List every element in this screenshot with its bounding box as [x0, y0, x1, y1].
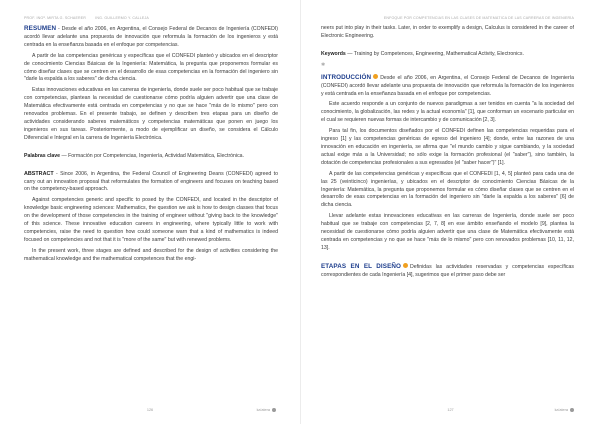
keywords-es-text: — Formación por Competencias, Ingeniería, Actividad Matemática, Electrónica. — [60, 152, 245, 159]
intro-paragraph — [321, 74, 574, 99]
running-header-left — [24, 16, 278, 22]
page-number-right: 127 — [447, 408, 454, 412]
abstract-continuation: neers put into play in their tasks. Later, in order to exemplify a design, Calculus is considered in the career of Electronic Engineering. — [321, 25, 574, 39]
running-header-author-a: PROF. INGª. MIRTA G. SCHAERER — [24, 16, 87, 20]
intro-text-2: Este acuerdo responde a un conjunto de nuevos paradigmas a ser tenidos en cuenta "a la sociedad del conocimiento, la globalización, las redes y la actual economía" [1], que conforman un escenario particular en el cual se requieren nuevas formas de intercambio y de comunicación [2, 3]. — [321, 101, 574, 124]
intro-text-1: Desde el año 2006, en Argentina, el Consejo Federal de Decanos de Ingeniería (CONFEDI) acordó llevar adelante una propuesta de innovación que reformula la formación de los ingenieros y está centrada en la enseñanza basada en el enfoque por competencias. — [321, 74, 574, 97]
keywords-en — [321, 51, 574, 59]
intro-text-3: Para tal fin, los documentos diseñados por el CONFEDI definen las competencias requeridas para el ingreso [1] y las competencias genéricas de egreso del ingeniero [4]; donde, entre las razones de una innovación en educación en ingeniería, se afirma que "el mundo cambio y sigue cambiando, y la sociedad actual exige más a la Universidad; no sólo exige la formación profesional (el "saber"), sino también, la dotación de competencias profesionales a sus egresados (el "saber hacer")" [1]. — [321, 128, 574, 166]
keywords-en-text: — Training by Competences, Engineering, Mathematical Activity, Electronics. — [345, 50, 524, 57]
running-header-author-b: ING. GUILLERMO Y. CALLEJA — [95, 16, 149, 20]
resumen-paragraph — [24, 25, 278, 50]
running-header-right: ENFOQUE POR COMPETENCIAS EN LAS CLASES DE MATEMÁTICA DE LAS CARRERAS DE INGENIERÍA — [383, 16, 574, 20]
separator-icon: ✱ — [321, 61, 326, 68]
abstract-paragraph — [24, 171, 278, 195]
footer-left — [0, 408, 300, 414]
page-number-left: 126 — [146, 408, 154, 412]
resumen-text-2: A partir de las competencias genéricas y específicas que el CONFEDI planteó y ubicados en el descriptor de conocimiento Ciencias Básicas de la Ingeniería: Matemática, la pregunta que proponemos formular es cómo diseñar clases que se centren en el desarrollo de esas competencias en la formación del ingeniero sin "darle la espalda a los saberes" de dicha ciencia. — [24, 52, 278, 83]
intro-text-5: Llevar adelante estas innovaciones educativas en las carreras de Ingeniería, donde suele ser poco habitual que se trabaje con competencias [2, 7, 8] en ese ámbito enseñando el modelo [9], plantea la necesidad de cuestionarse cómo podría alguien advertir que una clase de Matemática efectivamente está centrada en competencias y no que se hace "más de lo mismo" pero con renovados problemas [10, 11, 12, 13]. — [321, 213, 574, 251]
abstract-text-2: Against competencies generic and specific to posed by the CONFEDI, and located in the descriptor of knowledge basic engineering sciences: Mathematics, the question we ask is how to design classes that focus on the development of those competencies in the training of engineer without "giving back to the knowledge" of this science. These innovative education careers in engineering, where typically little to work with competencies, raise the need to question how could someone warn that a kind of mathematics is indeed focused on competencies and not that it is "more of the same" but with renewed problems. — [24, 197, 278, 243]
abstract-text-3: In the present work, three stages are defined and described for the design of activities considering the mathematical knowledge and the mathematical competences that the engi- — [24, 247, 278, 262]
brand-left: ka'atera — [257, 408, 276, 412]
etapas-label: ETAPAS EN EL DISEÑO — [321, 262, 402, 270]
footer-right — [301, 408, 600, 414]
keywords-en-label: Keywords — [321, 50, 346, 57]
resumen-text-3: Estas innovaciones educativas en las carreras de ingeniería, donde suele ser poco habitual que se trabaje con competencias, plantean la necesidad de cuestionarse cómo podría alguien advertir que una clase de Matemática efectivamente está centrada en competencias y no que se hace "más de lo mismo" pero con renovados problemas. En el presente trabajo, se definen y describen tres etapas para un diseño de actividades considerando saberes matemáticos y competencias matemáticas que ponen en juego los ingenieros en sus tareas. Posteriormente, a modo de ejemplificar un diseño, se considera el Cálculo Diferencial e Integral en la carrera de Ingeniería Electrónica. — [24, 87, 278, 141]
right-page — [300, 0, 600, 424]
brand-logo-icon — [570, 408, 574, 412]
resumen-text-1: - Desde el año 2006, en Argentina, el Consejo Federal de Decanos de Ingeniería (CONFEDI) acordó llevar adelante una propuesta de innovación que reformula la formación de los ingenieros y está centrada en la enseñanza basada en el enfoque por competencias. — [24, 26, 278, 48]
brand-right: ka'atera — [555, 408, 574, 412]
intro-label: INTRODUCCIÓN — [321, 73, 372, 81]
etapas-text: Definidas las actividades reservadas y competencias específicas correspondientes de cada Ingeniería [4], sugerimos que el primer paso debe ser — [321, 263, 574, 278]
brand-logo-icon — [272, 408, 276, 412]
resumen-label: RESUMEN — [24, 25, 57, 32]
intro-text-4: A partir de las competencias genéricas y específicas que el CONFEDI [1, 4, 5] planteó para cada una de las 25 (veinticinco) ingenierías, y ubicados en el descriptor de conocimiento Ciencias Básicas de la Ingeniería: Matemática, la pregunta que proponemos formular es cómo diseñar clases que se centren en el desarrollo de esas competencias en la formación del ingeniero sin "darle la espalda a los saberes" [6] de dicha ciencia. — [321, 170, 574, 209]
bullet-dot-icon — [373, 74, 378, 79]
bullet-dot-icon — [403, 263, 408, 268]
abstract-text-1: - Since 2006, in Argentina, the Federal Council of Engineering Deans (CONFEDI) agreed to carry out an innovation proposal that reformulates the formation of engineers and focuses on teaching based on the competency-based approach. — [24, 170, 278, 193]
keywords-es — [24, 153, 278, 161]
etapas-paragraph — [321, 263, 574, 280]
keywords-es-label: Palabras clave — [24, 152, 61, 159]
abstract-label: ABSTRACT — [24, 170, 54, 177]
